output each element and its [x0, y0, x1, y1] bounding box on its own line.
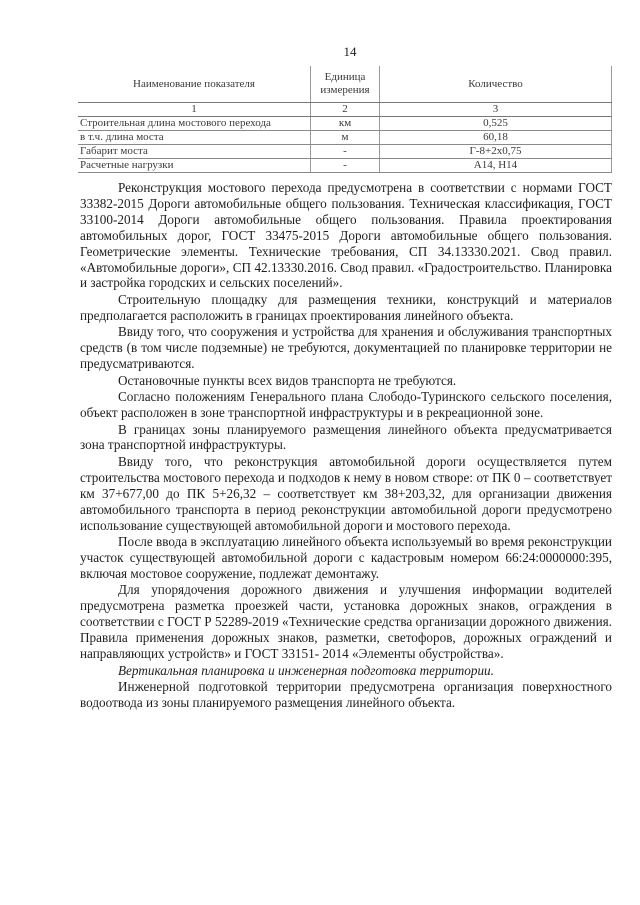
column-number-2: 2 — [311, 103, 380, 117]
row-value: 60,18 — [380, 131, 612, 145]
column-number-1: 1 — [78, 103, 311, 117]
row-unit: м — [311, 131, 380, 145]
document-body — [80, 180, 612, 711]
row-unit: км — [311, 117, 380, 131]
header-quantity: Количество — [380, 66, 612, 103]
row-name: Строительная длина мостового перехода — [78, 117, 311, 131]
table-row — [78, 159, 612, 173]
section-heading-vertical-planning: Вертикальная планировка и инженерная подготовка территории. — [118, 662, 494, 678]
paragraph-dismantling: После ввода в эксплуатацию линейного объекта используемый во время реконструкции участок существующей автомобильной дороги с кадастровым номером 66:24:0000000:395, включая мостовое сооружение, подлежат демонтажу. — [80, 534, 612, 581]
header-unit: Единица измерения — [311, 66, 380, 103]
table-row — [78, 117, 612, 131]
row-name: в т.ч. длина моста — [78, 131, 311, 145]
paragraph-road-markings: Для упорядочения дорожного движения и улучшения информации водителей предусмотрена разметка проезжей части, установка дорожных знаков, ограждения в соответствии с ГОСТ Р 52289-2019 «Технические средства организации дорожного движения. Правила применения дорожных знаков, разметки, светофоров, дорожных ограждений и направляющих устройств» и ГОСТ 33151- 2014 «Элементы обустройства». — [80, 582, 612, 662]
paragraph-general-plan: Согласно положениям Генерального плана Слободо-Туринского сельского поселения, объект расположен в зоне транспортной инфраструктуры и в рекреационной зоне. — [80, 389, 612, 421]
table-row — [78, 131, 612, 145]
paragraph-engineering-preparation: Инженерной подготовкой территории предусмотрена организация поверхностного водоотвода из зоны планируемого размещения линейного объекта. — [80, 679, 612, 710]
row-unit: - — [311, 159, 380, 173]
row-value: 0,525 — [380, 117, 612, 131]
table-column-numbers-row — [78, 103, 612, 117]
paragraph-traffic-organization: Ввиду того, что реконструкция автомобильной дороги осуществляется путем строительства мостового перехода и подходов к нему в новом створе: от ПК 0 – соответствует км 37+677,00 до ПК 5+26,32 – соответствует км 38+203,32, для организации движения автомобильного транспорта в период реконструкции автомобильной дороги предусмотрено использование существующей автомобильной дороги и мостового перехода. — [80, 453, 612, 533]
page-number: 14 — [343, 44, 357, 59]
table-row — [78, 145, 612, 159]
paragraph-vehicle-storage: Ввиду того, что сооружения и устройства для хранения и обслуживания транспортных средств (в том числе подземные) не требуются, документацией по планировке территории не предусматриваются. — [80, 324, 612, 372]
paragraph-transit-stops: Остановочные пункты всех видов транспорта не требуются. — [118, 372, 457, 388]
header-indicator-name: Наименование показателя — [78, 66, 311, 103]
table-header-row — [78, 66, 612, 103]
paragraph-reconstruction-norms: Реконструкция мостового перехода предусмотрена в соответствии с нормами ГОСТ 33382-2015 Дороги автомобильные общего пользования. Техническая классификация, ГОСТ 33100-2014 Дороги автомобильные общего пользования. Правила проектирования автомобильных дорог, ГОСТ 33475-2015 Дороги автомобильные общего пользования. Геометрические элементы. Технические требования, СП 34.13330.2021. Свод правил. «Автомобильные дороги», СП 42.13330.2016. Свод правил. «Градостроительство. Планировка и застройка городских и сельских поселений». — [80, 180, 612, 291]
row-name: Габарит моста — [78, 145, 311, 159]
row-value: Г-8+2х0,75 — [380, 145, 612, 159]
row-unit: - — [311, 145, 380, 159]
column-number-3: 3 — [380, 103, 612, 117]
row-name: Расчетные нагрузки — [78, 159, 311, 173]
paragraph-transport-zone: В границах зоны планируемого размещения линейного объекта предусматривается зона транспортной инфраструктуры. — [80, 421, 612, 453]
row-value: А14, Н14 — [380, 159, 612, 173]
specs-table — [78, 66, 612, 173]
paragraph-construction-site: Строительную площадку для размещения техники, конструкций и материалов предполагается расположить в границах проектирования линейного объекта. — [80, 291, 612, 323]
